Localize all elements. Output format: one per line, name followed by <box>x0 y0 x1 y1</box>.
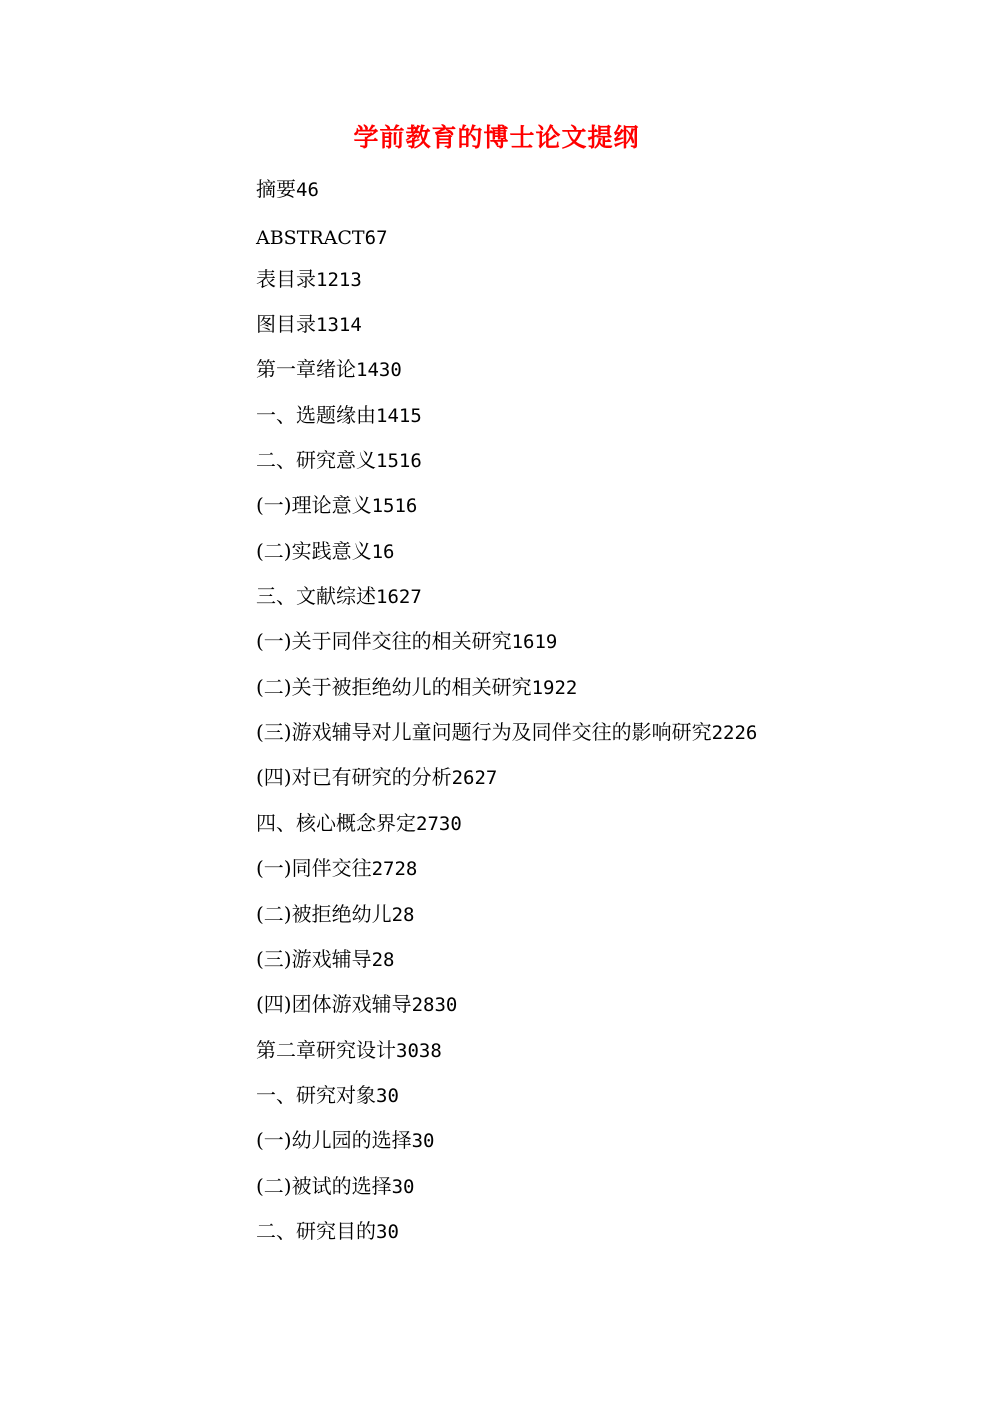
toc-entry <box>256 1172 415 1201</box>
toc-entry-title: (二)被拒绝幼儿 <box>256 902 392 926</box>
toc-entry-title: 一、选题缘由 <box>256 403 376 427</box>
toc-entry <box>256 945 395 974</box>
toc-entry-title: (一)同伴交往 <box>256 856 372 880</box>
toc-entry-page: 1430 <box>356 359 402 381</box>
toc-entry <box>256 990 457 1019</box>
toc-entry-title: (三)游戏辅导对儿童问题行为及同伴交往的影响研究 <box>256 720 712 744</box>
toc-entry-page: 2226 <box>711 722 758 744</box>
toc-entry-title: (三)游戏辅导 <box>256 947 372 971</box>
toc-entry <box>256 446 422 475</box>
toc-entry-page: 30 <box>391 1176 415 1198</box>
toc-entry-title: (一)理论意义 <box>256 493 372 517</box>
toc-entry-page: 1516 <box>376 450 422 472</box>
toc-entry-title: (四)团体游戏辅导 <box>256 992 412 1016</box>
toc-entry <box>256 401 422 430</box>
toc-entry <box>256 223 388 252</box>
toc-entry-title: 三、文献综述 <box>256 584 376 608</box>
toc-entry <box>256 718 757 747</box>
toc-entry-page: 1922 <box>531 677 578 699</box>
toc-entry <box>256 627 557 656</box>
toc-entry-page: 3038 <box>396 1040 442 1062</box>
toc-entry-page: 2730 <box>416 813 462 835</box>
toc-entry-title: 图目录 <box>256 312 316 336</box>
toc-entry-title: (一)幼儿园的选择 <box>256 1128 412 1152</box>
toc-entry-title: (四)对已有研究的分析 <box>256 765 452 789</box>
toc-entry <box>256 310 362 339</box>
toc-entry <box>256 537 395 566</box>
toc-entry-page: 2830 <box>411 994 458 1016</box>
toc-entry <box>256 355 402 384</box>
toc-entry <box>256 1036 442 1065</box>
toc-entry-page: 28 <box>371 949 395 971</box>
toc-entry-page: 1516 <box>371 495 418 517</box>
toc-entry-title: 二、研究意义 <box>256 448 376 472</box>
toc-entry-title: 第二章研究设计 <box>256 1038 396 1062</box>
toc-entry <box>256 854 417 883</box>
toc-entry-title: 四、核心概念界定 <box>256 811 416 835</box>
toc-entry <box>256 809 462 838</box>
toc-entry-page: 30 <box>376 1085 399 1107</box>
toc-entry-page: 16 <box>371 541 395 563</box>
toc-entry-page: 2728 <box>371 858 418 880</box>
toc-entry-title: (二)关于被拒绝幼儿的相关研究 <box>256 675 532 699</box>
toc-entry-title: 二、研究目的 <box>256 1219 376 1243</box>
document-title: 学前教育的博士论文提纲 <box>353 123 640 152</box>
toc-entry-title: 表目录 <box>256 267 316 291</box>
toc-entry-title: (二)被试的选择 <box>256 1174 392 1198</box>
toc-entry-page: 67 <box>364 227 388 249</box>
toc-entry <box>256 1126 435 1155</box>
toc-entry-title: (一)关于同伴交往的相关研究 <box>256 629 512 653</box>
toc-entry-title: ABSTRACT <box>256 227 365 249</box>
toc-entry <box>256 763 497 792</box>
toc-entry-page: 1415 <box>376 405 422 427</box>
toc-entry-page: 30 <box>376 1221 399 1243</box>
toc-entry-title: (二)实践意义 <box>256 539 372 563</box>
toc-entry-page: 1314 <box>316 314 362 336</box>
toc-entry-title: 摘要 <box>256 177 296 201</box>
toc-entry-page: 1213 <box>316 269 362 291</box>
toc-entry <box>256 900 415 929</box>
toc-entry <box>256 1217 399 1246</box>
toc-entry <box>256 175 319 204</box>
toc-entry-title: 第一章绪论 <box>256 357 356 381</box>
toc-entry <box>256 265 362 294</box>
toc-entry-page: 1619 <box>511 631 558 653</box>
toc-entry-page: 30 <box>411 1130 435 1152</box>
toc-entry-page: 2627 <box>451 767 498 789</box>
toc-entry <box>256 673 577 702</box>
toc-entry <box>256 582 422 611</box>
toc-entry-page: 46 <box>296 179 319 201</box>
toc-entry <box>256 491 417 520</box>
toc-entry <box>256 1081 399 1110</box>
toc-entry-page: 28 <box>391 904 415 926</box>
toc-entry-page: 1627 <box>376 586 422 608</box>
toc-entry-title: 一、研究对象 <box>256 1083 376 1107</box>
